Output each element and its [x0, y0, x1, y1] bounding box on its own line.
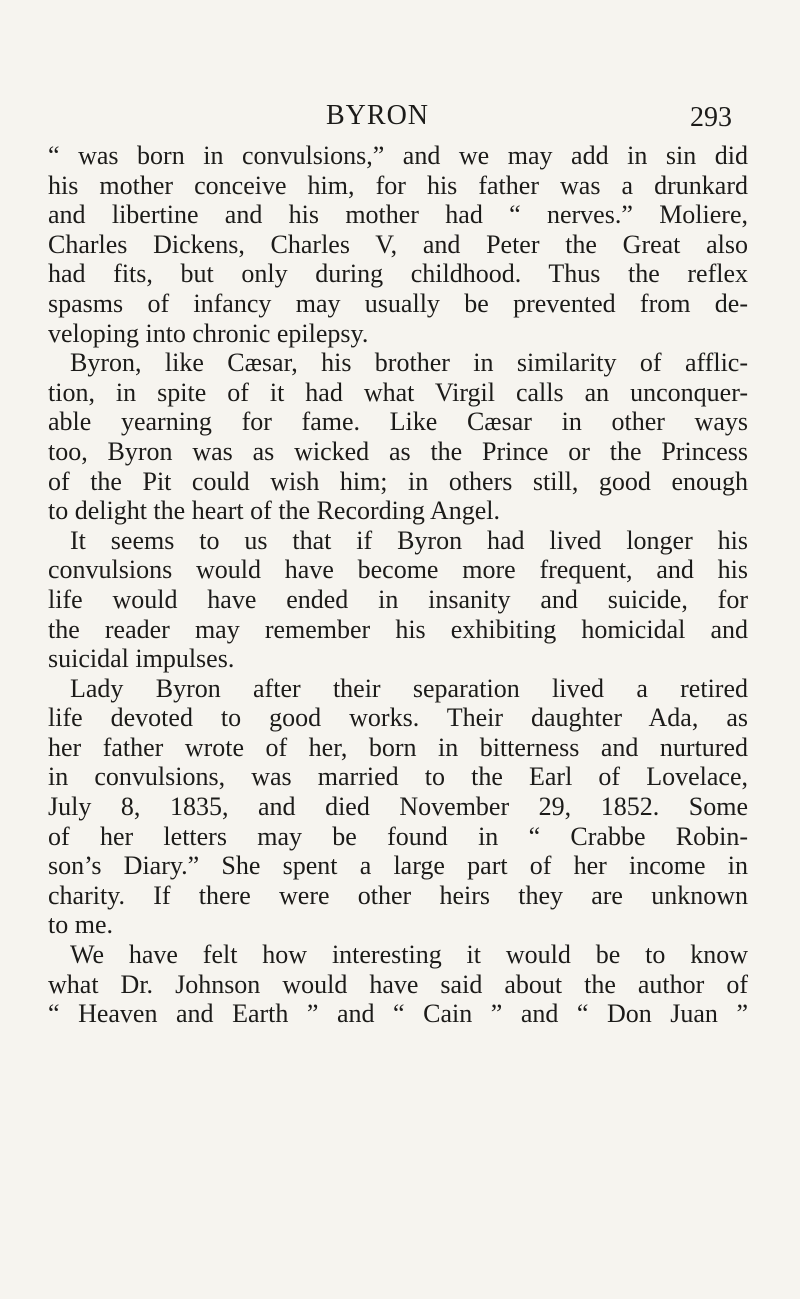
text-line: son’s Diary.” She spent a large part of her income in — [48, 851, 748, 881]
body-text — [48, 141, 748, 1029]
text-line: tion, in spite of it had what Virgil calls an unconquer- — [48, 377, 748, 407]
text-line: It seems to us that if Byron had lived longer his — [70, 525, 748, 555]
text-line: convulsions would have become more frequent, and his — [48, 555, 748, 585]
text-line: charity. If there were other heirs they are unknown — [48, 880, 748, 910]
text-line: had fits, but only during childhood. Thus the reflex — [48, 259, 748, 289]
text-line: “ was born in convulsions,” and we may add in sin did — [48, 141, 748, 170]
text-line: spasms of infancy may usually be prevented from de- — [48, 288, 748, 318]
text-line: life would have ended in insanity and suicide, for — [48, 584, 748, 614]
page-number: 293 — [690, 102, 732, 133]
text-line: of the Pit could wish him; in others still, good enough — [48, 466, 748, 496]
text-line: in convulsions, was married to the Earl of Lovelace, — [48, 762, 748, 792]
text-line: “ Heaven and Earth ” and “ Cain ” and “ Don Juan ” — [48, 999, 748, 1029]
running-head — [0, 98, 800, 138]
text-line: his mother conceive him, for his father was a drunkard — [48, 170, 748, 200]
text-line: to delight the heart of the Recording Angel. — [48, 496, 500, 526]
text-line: Byron, like Cæsar, his brother in similarity of afflic- — [70, 348, 748, 378]
text-line: and libertine and his mother had “ nerves.” Moliere, — [48, 200, 748, 230]
text-line: what Dr. Johnson would have said about the author of — [48, 969, 748, 999]
text-line: of her letters may be found in “ Crabbe Robin- — [48, 821, 748, 851]
text-line: veloping into chronic epilepsy. — [48, 318, 369, 348]
text-line: able yearning for fame. Like Cæsar in other ways — [48, 407, 748, 437]
text-line: We have felt how interesting it would be to know — [70, 940, 748, 970]
text-line: life devoted to good works. Their daughter Ada, as — [48, 703, 748, 733]
text-line: to me. — [48, 910, 113, 940]
text-line: July 8, 1835, and died November 29, 1852. Some — [48, 792, 748, 822]
text-line: too, Byron was as wicked as the Prince or the Princess — [48, 436, 748, 466]
running-head-title: BYRON — [326, 100, 430, 131]
text-line: the reader may remember his exhibiting homicidal and — [48, 614, 748, 644]
text-line: her father wrote of her, born in bitterness and nurtured — [48, 732, 748, 762]
text-line: Lady Byron after their separation lived a retired — [70, 673, 748, 703]
text-line: Charles Dickens, Charles V, and Peter the Great also — [48, 229, 748, 259]
text-line: suicidal impulses. — [48, 644, 235, 674]
